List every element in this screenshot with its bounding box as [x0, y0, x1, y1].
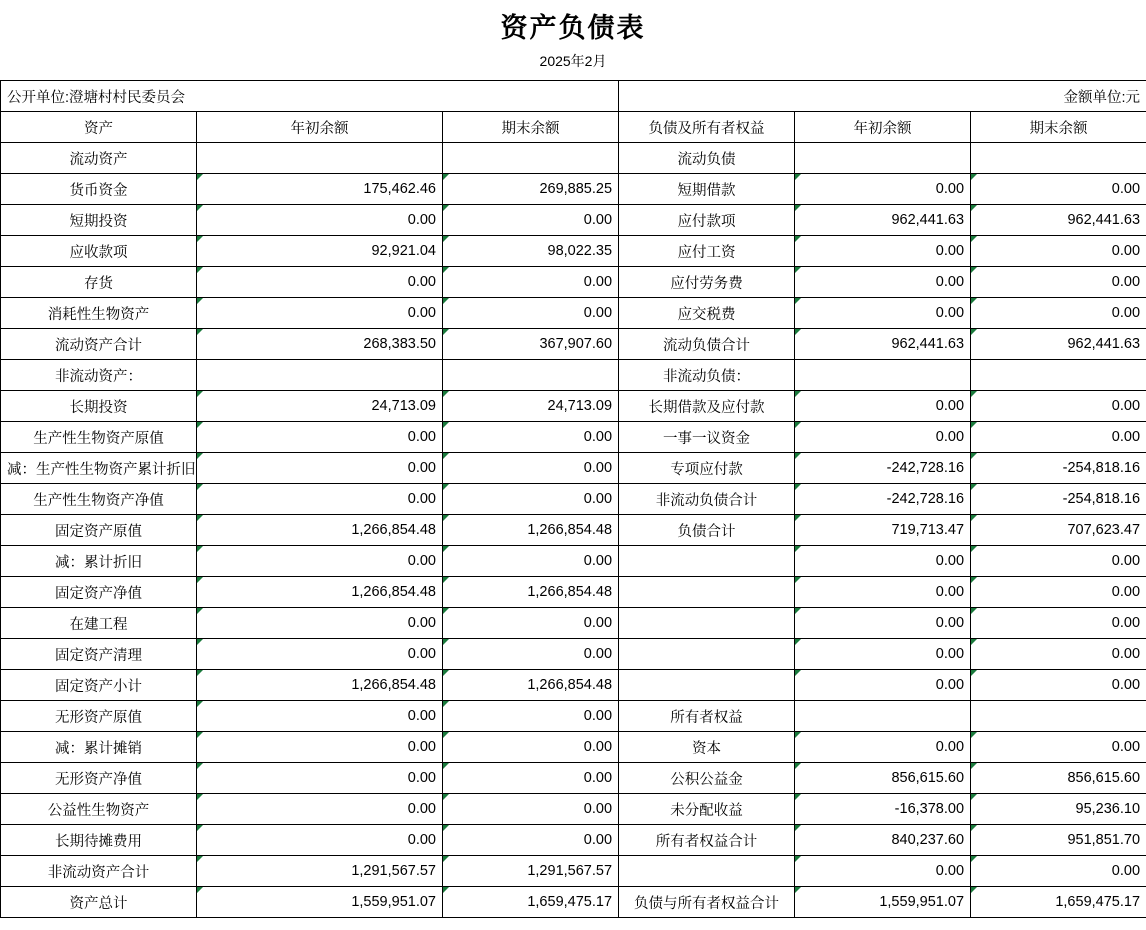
asset-label: 生产性生物资产净值 [1, 484, 197, 515]
amount-unit: 金额单位:元 [619, 81, 1146, 112]
table-row [1, 701, 1146, 732]
liability-begin-value [795, 701, 971, 732]
liability-label: 所有者权益合计 [619, 825, 795, 856]
liability-label: 未分配收益 [619, 794, 795, 825]
liability-end-value [971, 360, 1146, 391]
liability-label: 流动负债 [619, 143, 795, 174]
liability-label: 所有者权益 [619, 701, 795, 732]
liability-begin-value: 719,713.47 [795, 515, 971, 546]
liability-label: 短期借款 [619, 174, 795, 205]
table-row [1, 267, 1146, 298]
col-header-liability-begin: 年初余额 [795, 112, 971, 143]
asset-label: 长期投资 [1, 391, 197, 422]
asset-begin-value: 1,291,567.57 [197, 856, 443, 887]
liability-begin-value: 0.00 [795, 267, 971, 298]
liability-label: 负债与所有者权益合计 [619, 887, 795, 918]
col-header-asset-end: 期末余额 [443, 112, 619, 143]
asset-label: 减：累计摊销 [1, 732, 197, 763]
table-row [1, 670, 1146, 701]
liability-end-value: 962,441.63 [971, 329, 1146, 360]
asset-begin-value: 1,266,854.48 [197, 577, 443, 608]
asset-end-value: 0.00 [443, 267, 619, 298]
table-header-row [1, 112, 1146, 143]
asset-label: 长期待摊费用 [1, 825, 197, 856]
liability-begin-value: -242,728.16 [795, 453, 971, 484]
asset-end-value: 0.00 [443, 701, 619, 732]
liability-begin-value: 0.00 [795, 856, 971, 887]
asset-begin-value: 0.00 [197, 639, 443, 670]
liability-label: 应付款项 [619, 205, 795, 236]
liability-begin-value: 0.00 [795, 422, 971, 453]
liability-end-value [971, 143, 1146, 174]
table-row [1, 236, 1146, 267]
liability-begin-value: 0.00 [795, 391, 971, 422]
liability-end-value: 707,623.47 [971, 515, 1146, 546]
table-row [1, 360, 1146, 391]
asset-label: 流动资产 [1, 143, 197, 174]
asset-label: 固定资产净值 [1, 577, 197, 608]
liability-end-value: 962,441.63 [971, 205, 1146, 236]
liability-begin-value: -16,378.00 [795, 794, 971, 825]
table-row [1, 174, 1146, 205]
asset-begin-value: 0.00 [197, 484, 443, 515]
liability-end-value: 0.00 [971, 639, 1146, 670]
col-header-liability-end: 期末余额 [971, 112, 1146, 143]
liability-end-value: 0.00 [971, 670, 1146, 701]
liability-label: 长期借款及应付款 [619, 391, 795, 422]
liability-end-value: -254,818.16 [971, 453, 1146, 484]
table-row [1, 887, 1146, 918]
col-header-asset-begin: 年初余额 [197, 112, 443, 143]
asset-begin-value: 268,383.50 [197, 329, 443, 360]
asset-begin-value: 0.00 [197, 763, 443, 794]
asset-label: 无形资产净值 [1, 763, 197, 794]
liability-begin-value: 0.00 [795, 608, 971, 639]
asset-end-value: 0.00 [443, 763, 619, 794]
asset-end-value [443, 143, 619, 174]
table-row [1, 763, 1146, 794]
col-header-asset: 资产 [1, 112, 197, 143]
liability-end-value: 0.00 [971, 856, 1146, 887]
asset-end-value: 1,266,854.48 [443, 515, 619, 546]
disclosure-unit: 公开单位:澄塘村村民委员会 [1, 81, 619, 112]
asset-end-value: 1,659,475.17 [443, 887, 619, 918]
asset-begin-value: 0.00 [197, 701, 443, 732]
asset-label: 生产性生物资产原值 [1, 422, 197, 453]
table-row [1, 546, 1146, 577]
liability-begin-value: 0.00 [795, 236, 971, 267]
col-header-liability: 负债及所有者权益 [619, 112, 795, 143]
asset-begin-value: 0.00 [197, 205, 443, 236]
liability-begin-value: 0.00 [795, 174, 971, 205]
table-row [1, 608, 1146, 639]
liability-end-value: 0.00 [971, 732, 1146, 763]
asset-end-value: 0.00 [443, 825, 619, 856]
liability-begin-value: 0.00 [795, 639, 971, 670]
asset-begin-value: 92,921.04 [197, 236, 443, 267]
asset-end-value: 0.00 [443, 298, 619, 329]
asset-label: 非流动资产合计 [1, 856, 197, 887]
liability-label [619, 608, 795, 639]
asset-end-value: 0.00 [443, 546, 619, 577]
liability-end-value: 0.00 [971, 391, 1146, 422]
asset-end-value: 1,266,854.48 [443, 670, 619, 701]
table-row [1, 856, 1146, 887]
asset-end-value: 0.00 [443, 794, 619, 825]
report-period: 2025年2月 [539, 53, 607, 69]
asset-begin-value: 1,266,854.48 [197, 670, 443, 701]
table-row [1, 794, 1146, 825]
liability-begin-value: 840,237.60 [795, 825, 971, 856]
asset-begin-value: 0.00 [197, 794, 443, 825]
table-row [1, 732, 1146, 763]
table-row [1, 298, 1146, 329]
liability-label: 应付劳务费 [619, 267, 795, 298]
liability-begin-value: 1,559,951.07 [795, 887, 971, 918]
liability-label [619, 546, 795, 577]
liability-label [619, 577, 795, 608]
asset-label: 应收款项 [1, 236, 197, 267]
asset-label: 无形资产原值 [1, 701, 197, 732]
asset-label: 固定资产小计 [1, 670, 197, 701]
liability-begin-value: 0.00 [795, 546, 971, 577]
liability-label: 应付工资 [619, 236, 795, 267]
asset-end-value: 367,907.60 [443, 329, 619, 360]
liability-begin-value: -242,728.16 [795, 484, 971, 515]
liability-begin-value: 0.00 [795, 298, 971, 329]
asset-begin-value: 0.00 [197, 825, 443, 856]
liability-end-value: 0.00 [971, 298, 1146, 329]
liability-end-value: 951,851.70 [971, 825, 1146, 856]
table-row [1, 825, 1146, 856]
table-row [1, 205, 1146, 236]
table-row [1, 639, 1146, 670]
asset-end-value: 0.00 [443, 484, 619, 515]
liability-end-value: 0.00 [971, 577, 1146, 608]
table-row [1, 515, 1146, 546]
asset-label: 短期投资 [1, 205, 197, 236]
liability-label: 资本 [619, 732, 795, 763]
asset-label: 减：累计折旧 [1, 546, 197, 577]
asset-end-value: 1,266,854.48 [443, 577, 619, 608]
liability-begin-value: 856,615.60 [795, 763, 971, 794]
table-row [1, 391, 1146, 422]
liability-label [619, 856, 795, 887]
asset-begin-value: 175,462.46 [197, 174, 443, 205]
liability-begin-value: 0.00 [795, 732, 971, 763]
asset-begin-value: 0.00 [197, 608, 443, 639]
asset-end-value: 98,022.35 [443, 236, 619, 267]
asset-end-value: 0.00 [443, 422, 619, 453]
asset-end-value: 0.00 [443, 639, 619, 670]
asset-label: 减：生产性生物资产累计折旧 [1, 453, 197, 484]
liability-end-value: 0.00 [971, 608, 1146, 639]
table-row [1, 484, 1146, 515]
asset-end-value: 0.00 [443, 205, 619, 236]
page-title: 资产负债表 [500, 13, 646, 43]
asset-begin-value [197, 143, 443, 174]
liability-end-value: 0.00 [971, 236, 1146, 267]
liability-begin-value: 0.00 [795, 670, 971, 701]
asset-label: 存货 [1, 267, 197, 298]
liability-label: 专项应付款 [619, 453, 795, 484]
asset-label: 货币资金 [1, 174, 197, 205]
asset-begin-value: 0.00 [197, 453, 443, 484]
liability-end-value: 0.00 [971, 174, 1146, 205]
asset-end-value: 0.00 [443, 453, 619, 484]
liability-label: 非流动负债： [619, 360, 795, 391]
liability-label: 负债合计 [619, 515, 795, 546]
liability-end-value: 1,659,475.17 [971, 887, 1146, 918]
liability-end-value: -254,818.16 [971, 484, 1146, 515]
asset-label: 固定资产清理 [1, 639, 197, 670]
liability-begin-value [795, 143, 971, 174]
liability-end-value: 0.00 [971, 267, 1146, 298]
table-row [1, 422, 1146, 453]
asset-label: 消耗性生物资产 [1, 298, 197, 329]
asset-end-value: 269,885.25 [443, 174, 619, 205]
liability-label: 非流动负债合计 [619, 484, 795, 515]
asset-label: 公益性生物资产 [1, 794, 197, 825]
asset-begin-value: 0.00 [197, 732, 443, 763]
asset-label: 非流动资产： [1, 360, 197, 391]
meta-row [1, 81, 1146, 112]
liability-begin-value: 0.00 [795, 577, 971, 608]
asset-end-value: 0.00 [443, 608, 619, 639]
liability-label [619, 639, 795, 670]
asset-label: 固定资产原值 [1, 515, 197, 546]
table-row [1, 329, 1146, 360]
asset-end-value: 0.00 [443, 732, 619, 763]
liability-end-value: 0.00 [971, 546, 1146, 577]
liability-end-value [971, 701, 1146, 732]
liability-label: 流动负债合计 [619, 329, 795, 360]
asset-begin-value: 0.00 [197, 422, 443, 453]
table-row [1, 577, 1146, 608]
liability-begin-value: 962,441.63 [795, 205, 971, 236]
asset-begin-value: 1,266,854.48 [197, 515, 443, 546]
liability-end-value: 856,615.60 [971, 763, 1146, 794]
liability-end-value: 0.00 [971, 422, 1146, 453]
liability-label: 应交税费 [619, 298, 795, 329]
balance-sheet-table [0, 80, 1146, 918]
liability-label: 一事一议资金 [619, 422, 795, 453]
asset-begin-value: 0.00 [197, 298, 443, 329]
asset-begin-value: 0.00 [197, 267, 443, 298]
liability-label: 公积公益金 [619, 763, 795, 794]
liability-end-value: 95,236.10 [971, 794, 1146, 825]
liability-begin-value [795, 360, 971, 391]
table-row [1, 143, 1146, 174]
asset-end-value: 1,291,567.57 [443, 856, 619, 887]
table-row [1, 453, 1146, 484]
asset-end-value: 24,713.09 [443, 391, 619, 422]
liability-label [619, 670, 795, 701]
asset-label: 资产总计 [1, 887, 197, 918]
asset-label: 流动资产合计 [1, 329, 197, 360]
asset-begin-value: 0.00 [197, 546, 443, 577]
asset-end-value [443, 360, 619, 391]
asset-begin-value [197, 360, 443, 391]
asset-begin-value: 1,559,951.07 [197, 887, 443, 918]
liability-begin-value: 962,441.63 [795, 329, 971, 360]
asset-label: 在建工程 [1, 608, 197, 639]
asset-begin-value: 24,713.09 [197, 391, 443, 422]
